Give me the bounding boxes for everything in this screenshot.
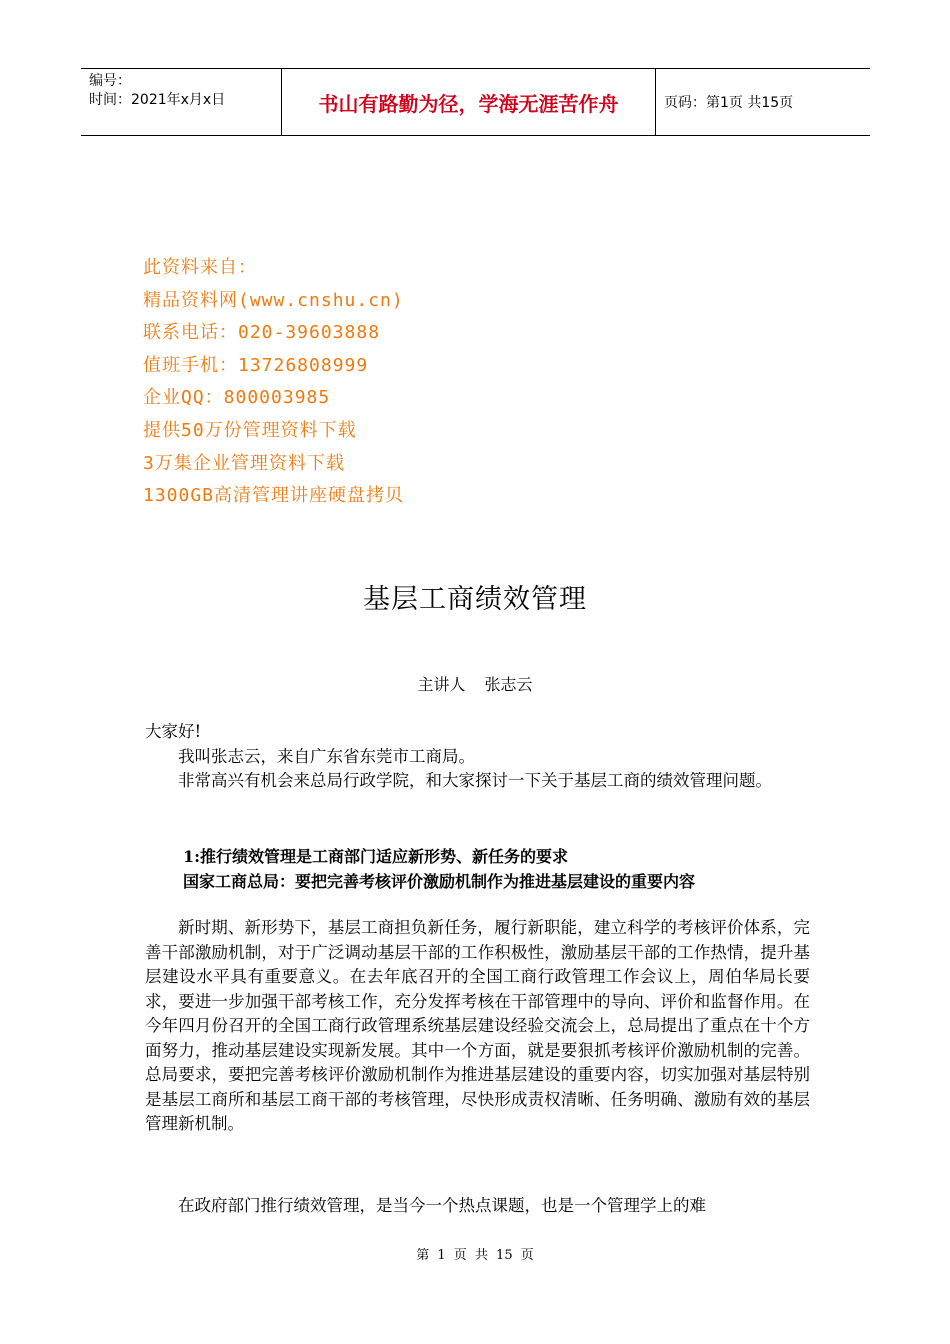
section-subheading: 国家工商总局：要把完善考核评价激励机制作为推进基层建设的重要内容 [183, 871, 696, 891]
intro-paragraph: 非常高兴有机会来总局行政学院，和大家探讨一下关于基层工商的绩效管理问题。 [178, 771, 772, 790]
promo-line: 此资料来自： [143, 257, 257, 278]
document-header [81, 68, 870, 136]
paragraph-text: 新时期、新形势下，基层工商担负新任务，履行新职能，建立科学的考核评价体系，完善干部激励机制，对于广泛调动基层干部的工作积极性，激励基层干部的工作热情，提升基层建设水平具有重要意义。在去年底召开的全国工商行政管理工作会议上，周伯华局长要求，要进一步加强干部考核工作，充分发挥考核在干部管理中的导向、评价和监督作用。在今年四月份召开的全国工商行政管理系统基层建设经验交流会上，总局提出了重点在十个方面努力，推动基层建设实现新发展。其中一个方面，就是要狠抓考核评价激励机制的完善。总局要求，要把完善考核评价激励机制作为推进基层建设的重要内容，切实加强对基层特别是基层工商所和基层工商干部的考核管理，尽快形成责权清晰、任务明确、激励有效的基层管理新机制。 [145, 918, 810, 1133]
header-number-label: 编号： [89, 73, 131, 89]
paragraph-text: 在政府部门推行绩效管理，是当今一个热点课题，也是一个管理学上的难 [178, 1196, 706, 1215]
document-title: 基层工商绩效管理 [363, 584, 587, 615]
header-motto: 书山有路勤为径，学海无涯苦作舟 [282, 69, 656, 135]
promo-block [143, 252, 404, 513]
header-page-info: 页码：第1页 共15页 [664, 95, 794, 111]
page-footer: 第 1 页 共 15 页 [416, 1248, 534, 1263]
section-headings [145, 845, 810, 894]
body-paragraph [145, 1194, 810, 1219]
body-paragraph [145, 916, 810, 1137]
greeting: 大家好! [145, 722, 202, 741]
promo-line: 联系电话：020-39603888 [143, 322, 381, 344]
speaker-line: 主讲人 张志云 [417, 675, 533, 694]
intro-paragraph: 我叫张志云，来自广东省东莞市工商局。 [178, 746, 475, 766]
section-heading: 1:推行绩效管理是工商部门适应新形势、新任务的要求 [183, 847, 569, 866]
header-meta-cell [81, 69, 282, 135]
promo-line: 值班手机：13726808999 [143, 354, 369, 376]
promo-line: 3万集企业管理资料下载 [143, 452, 345, 474]
intro-section [145, 720, 810, 794]
promo-line: 精品资料网(www.cnshu.cn) [143, 289, 404, 311]
promo-line: 提供50万份管理资料下载 [143, 419, 357, 441]
promo-line: 1300GB高清管理讲座硬盘拷贝 [143, 485, 405, 507]
header-time-label: 时间：2021年x月x日 [89, 92, 226, 108]
promo-line: 企业QQ：800003985 [143, 387, 331, 409]
